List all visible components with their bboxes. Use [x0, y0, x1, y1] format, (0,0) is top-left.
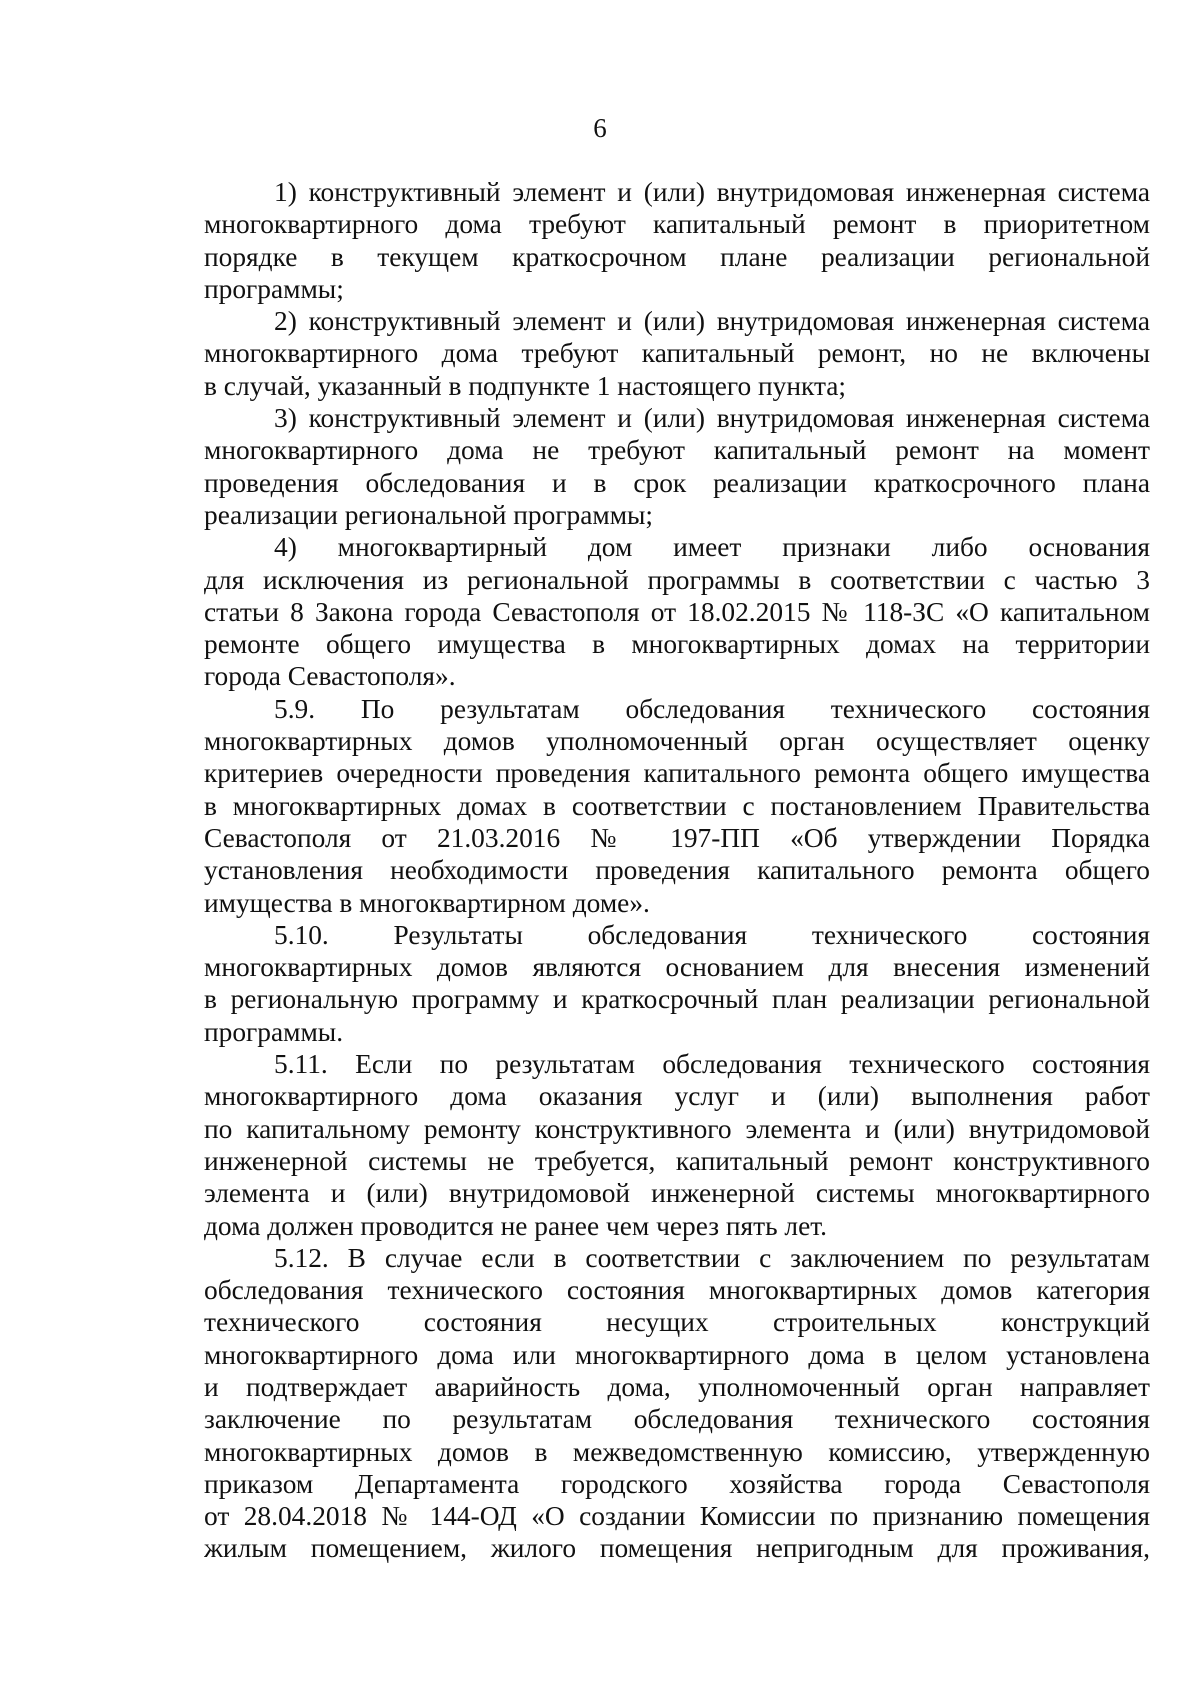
text-line: инженерной системы не требуется, капитальный ремонт конструктивного [204, 1145, 1150, 1176]
paragraph-p5-10 [204, 919, 1150, 1048]
text-line: жилым помещением, жилого помещения непригодным для проживания, [204, 1533, 1150, 1564]
text-line: реализации региональной программы; [204, 499, 654, 530]
text-line: 5.10. Результаты обследования технического состояния [274, 919, 1150, 950]
text-line: для исключения из региональной программы в соответствии с частью 3 [204, 564, 1150, 595]
paragraph-p1 [204, 176, 1150, 305]
text-line: 1) конструктивный элемент и (или) внутридомовая инженерная система [274, 177, 1150, 207]
text-line: многоквартирного дома или многоквартирного дома в целом установлена [204, 1339, 1150, 1370]
text-line: обследования технического состояния многоквартирных домов категория [204, 1275, 1150, 1306]
text-line: 5.11. Если по результатам обследования технического состояния [274, 1049, 1150, 1080]
text-line: приказом Департамента городского хозяйства города Севастополя [204, 1468, 1150, 1499]
text-line: многоквартирных домов являются основанием для внесения изменений [204, 952, 1150, 983]
text-line: в многоквартирных домах в соответствии с постановлением Правительства [204, 790, 1150, 821]
document-body [204, 176, 1150, 1565]
text-line: в региональную программу и краткосрочный план реализации региональной [204, 984, 1150, 1015]
text-line: статьи 8 Закона города Севастополя от 18.02.2015 № 118-ЗС «О капитальном [204, 596, 1150, 627]
text-line: 2) конструктивный элемент и (или) внутридомовая инженерная система [274, 306, 1150, 337]
paragraph-p5-11 [204, 1048, 1150, 1242]
text-line: 3) конструктивный элемент и (или) внутридомовая инженерная система [274, 403, 1150, 434]
text-line: имущества в многоквартирном доме». [204, 887, 650, 918]
text-line: многоквартирного дома требуют капитальный ремонт, но не включены [204, 338, 1150, 369]
text-line: ремонте общего имущества в многоквартирных домах на территории [204, 629, 1150, 660]
text-line: программы; [204, 273, 344, 304]
text-line: технического состояния несущих строительных конструкций [204, 1307, 1150, 1338]
text-line: многоквартирных домов уполномоченный орган осуществляет оценку [204, 726, 1150, 757]
paragraph-p2 [204, 305, 1150, 402]
text-line: 4) многоквартирный дом имеет признаки либо основания [274, 532, 1150, 563]
text-line: многоквартирных домов в межведомственную комиссию, утвержденную [204, 1436, 1150, 1467]
text-line: многоквартирного дома не требуют капитальный ремонт на момент [204, 435, 1150, 466]
text-line: 5.12. В случае если в соответствии с заключением по результатам [274, 1242, 1150, 1273]
text-line: многоквартирного дома требуют капитальный ремонт в приоритетном [204, 209, 1150, 240]
text-line: порядке в текущем краткосрочном плане реализации региональной [204, 241, 1150, 272]
text-line: Севастополя от 21.03.2016 № 197-ПП «Об утверждении Порядка [204, 822, 1150, 853]
text-line: заключение по результатам обследования технического состояния [204, 1404, 1150, 1435]
text-line: установления необходимости проведения капитального ремонта общего [204, 855, 1150, 886]
text-line: программы. [204, 1016, 344, 1047]
page-number: 6 [593, 113, 607, 143]
paragraph-p5-12 [204, 1242, 1150, 1565]
text-line: проведения обследования и в срок реализации краткосрочного плана [204, 467, 1150, 498]
text-line: элемента и (или) внутридомовой инженерной системы многоквартирного [204, 1178, 1150, 1209]
text-line: 5.9. По результатам обследования технического состояния [274, 693, 1150, 724]
paragraph-p4 [204, 531, 1150, 692]
paragraph-p5-9 [204, 693, 1150, 919]
text-line: многоквартирного дома оказания услуг и (или) выполнения работ [204, 1081, 1150, 1112]
text-line: в случай, указанный в подпункте 1 настоящего пункта; [204, 370, 847, 401]
text-line: и подтверждает аварийность дома, уполномоченный орган направляет [204, 1371, 1150, 1402]
text-line: дома должен проводится не ранее чем через пять лет. [204, 1210, 828, 1241]
text-line: по капитальному ремонту конструктивного элемента и (или) внутридомовой [204, 1113, 1150, 1144]
text-line: от 28.04.2018 № 144-ОД «О создании Комиссии по признанию помещения [204, 1501, 1150, 1532]
paragraph-p3 [204, 402, 1150, 531]
text-line: критериев очередности проведения капитального ремонта общего имущества [204, 758, 1150, 789]
text-line: города Севастополя». [204, 661, 456, 692]
